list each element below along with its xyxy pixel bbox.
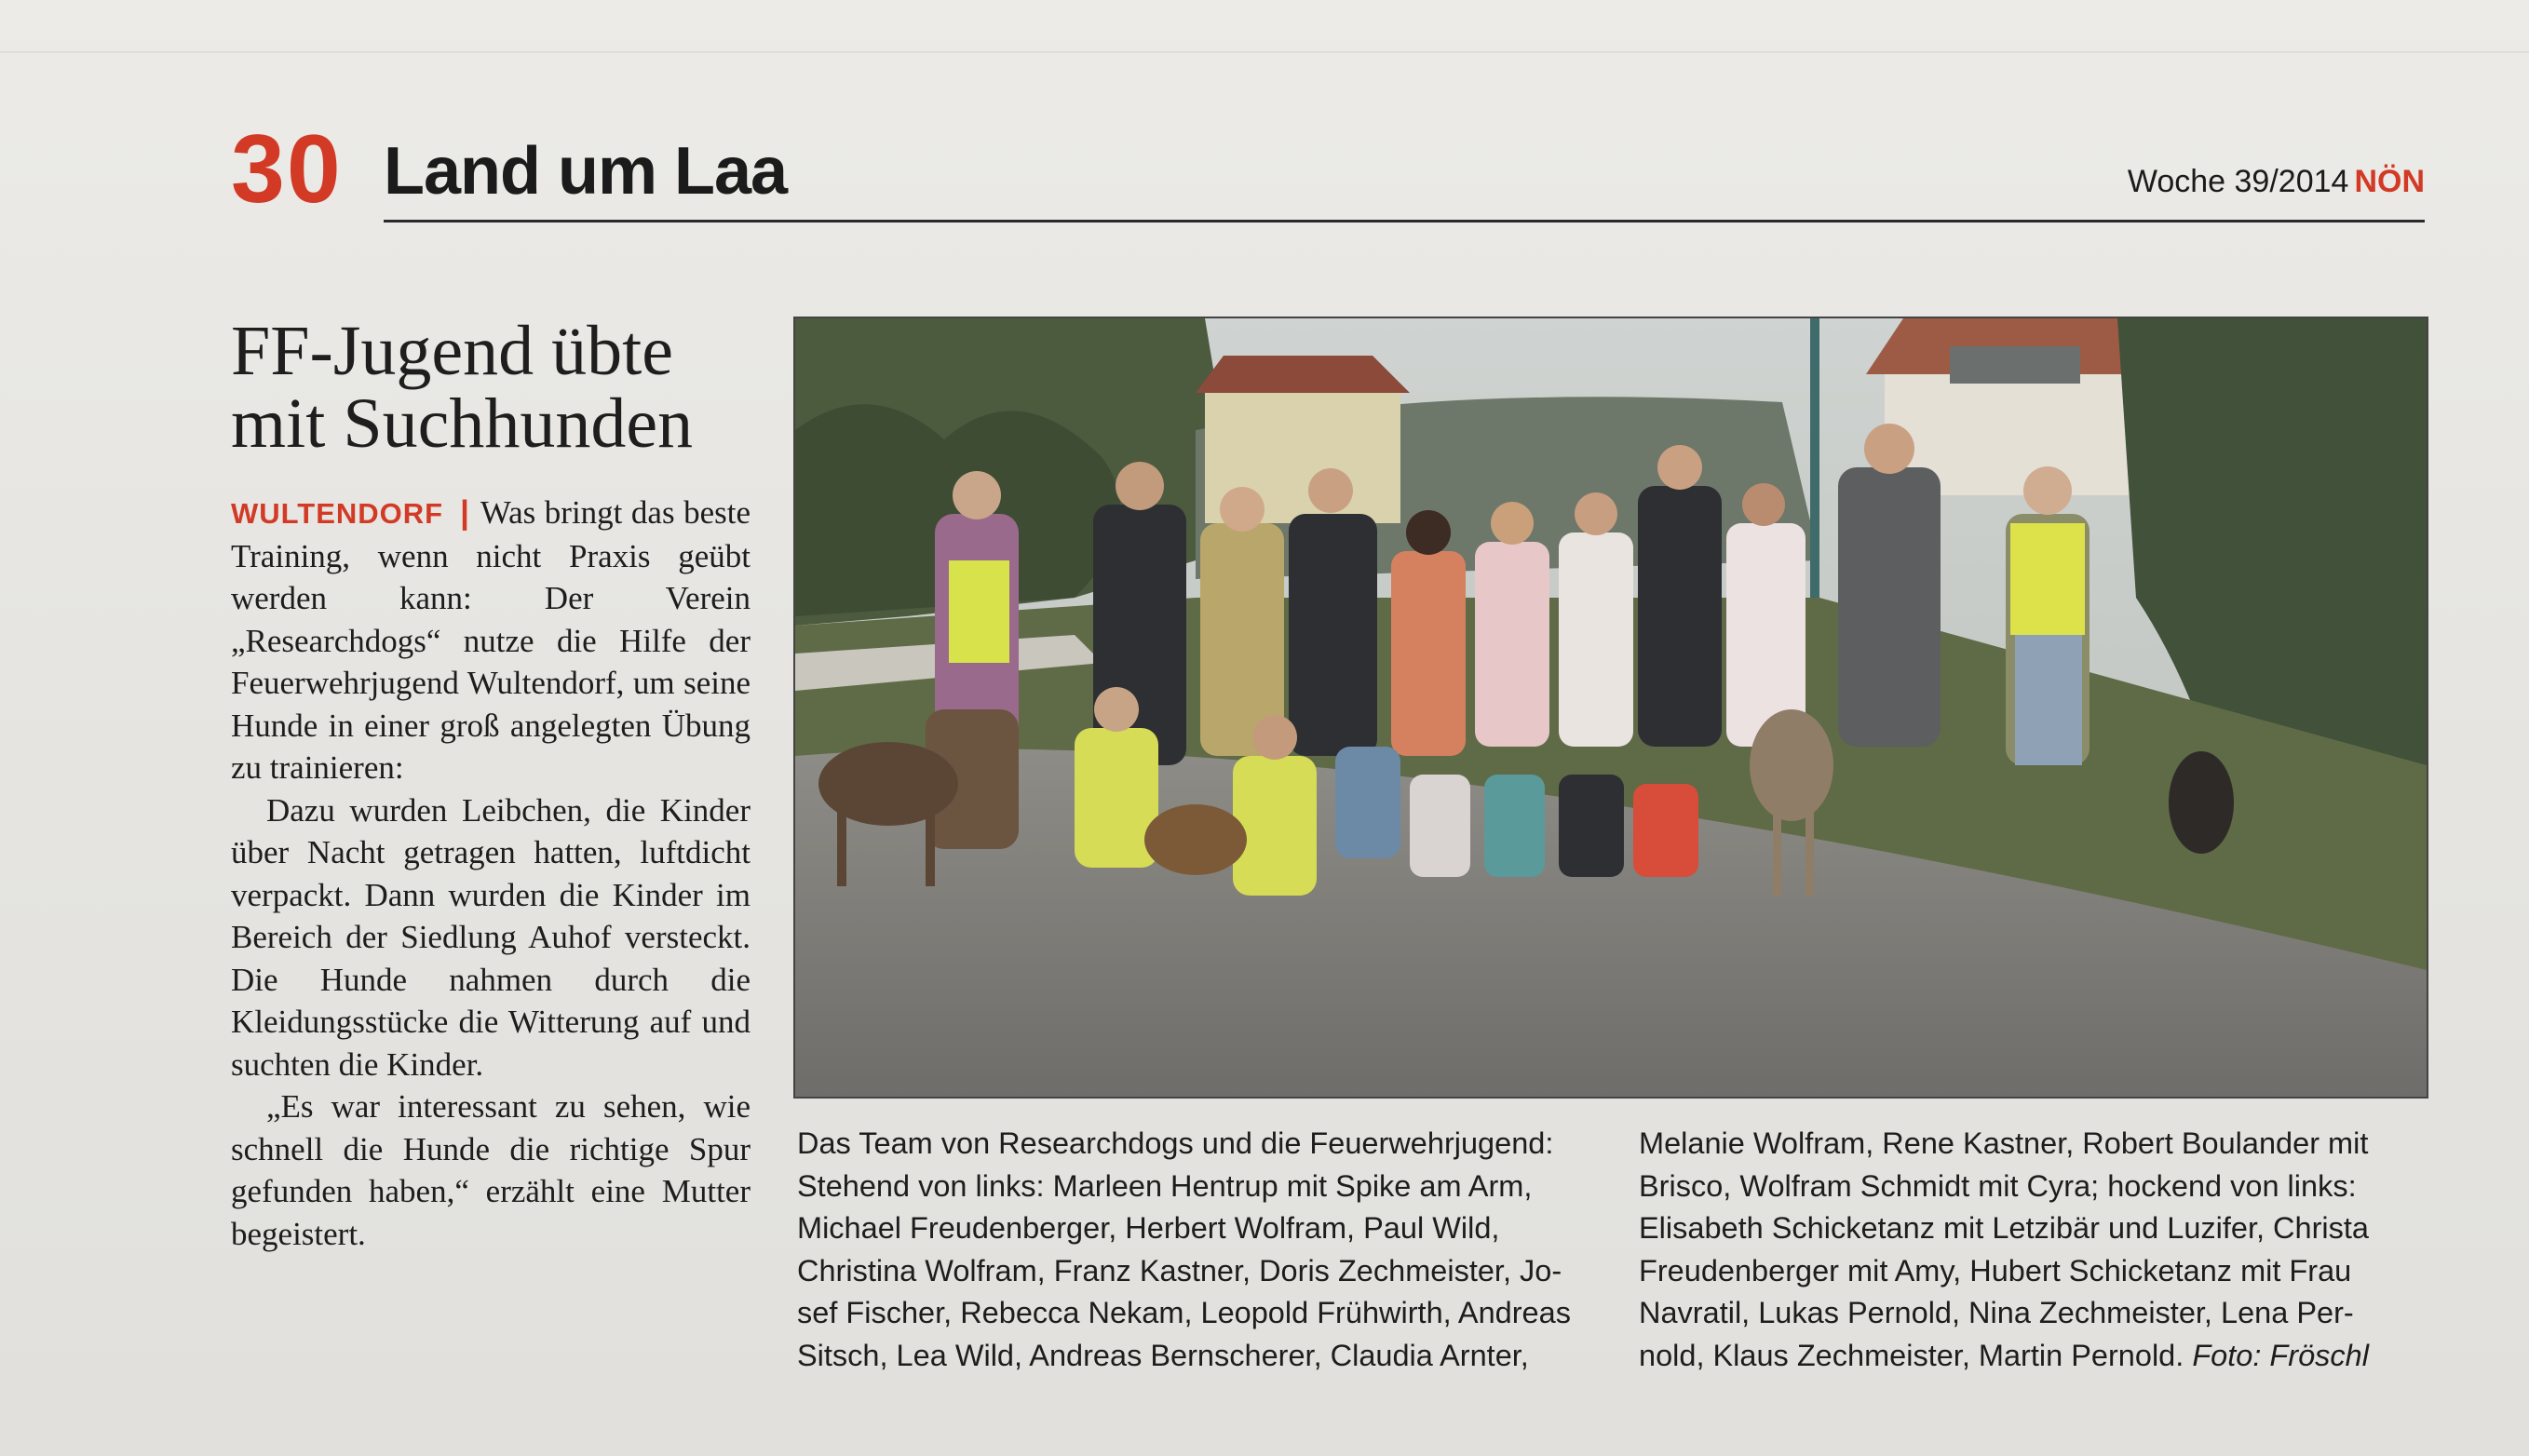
- photo-caption-right: [1639, 1123, 2440, 1377]
- section-title: Land um Laa: [384, 134, 788, 209]
- brand-logo: NÖN: [2354, 164, 2425, 199]
- group-photo: [793, 317, 2428, 1099]
- page-number: 30: [231, 115, 343, 223]
- issue-week: Woche 39/2014: [2127, 164, 2349, 199]
- article-body: [231, 492, 751, 1255]
- dateline: WULTENDORF: [231, 497, 444, 530]
- article-paragraph-1: [231, 492, 751, 789]
- article-headline: FF-Jugend übte mit Suchhunden: [231, 312, 694, 463]
- header-rule: [384, 220, 2425, 222]
- paper-fold: [0, 51, 2529, 53]
- photo-caption-left: Das Team von Researchdogs und die Feuerwehrjugend: Stehend von links: Marleen Hentrup mit Spike am Arm, Michael Freudenberger, Herbert Wolfram, Paul Wild, Christina Wolfram, Franz Kastner, Doris Zechmeister, Jo- sef Fischer, Rebecca Nekam, Leopold Frühwirth, Andreas Sitsch, Lea Wild, Andreas Bernscherer, Claudia Arnter,: [797, 1126, 1571, 1372]
- article-paragraph-2: Dazu wurden Leibchen, die Kinder über Nacht getragen hatten, luftdicht verpackt. Dann wurden die Kinder im Bereich der Siedlung Auhof versteckt. Die Hunde nahmen durch die Kleidungsstücke die Witterung auf und suchten die Kinder.: [231, 791, 751, 1083]
- issue-info: [2128, 166, 2425, 197]
- photo-credit: Foto: Fröschl: [2192, 1338, 2369, 1372]
- photo-caption-right-text: Melanie Wolfram, Rene Kastner, Robert Boulander mit Brisco, Wolfram Schmidt mit Cyra; hockend von links: Elisabeth Schicketanz mit Letzibär und Luzifer, Christa Freudenberger mit Amy, Hubert Schicketanz mit Frau Navratil, Lukas Pernold, Nina Zechmeister, Lena Per- nold, Klaus Zechmeister, Martin Pernold.: [1639, 1126, 2369, 1372]
- paragraph-1-text: Was bringt das beste Training, wenn nicht Praxis geübt werden kann: Der Verein „Researchdogs“ nutze die Hilfe der Feuerwehrjugend Wultendorf, um seine Hunde in einer groß angelegten Übung zu trainieren:: [231, 494, 751, 786]
- dateline-separator: |: [460, 494, 469, 531]
- article-paragraph-3: „Es war interessant zu sehen, wie schnell die Hunde die richtige Spur gefunden haben,“ erzählt eine Mutter begeistert.: [231, 1088, 751, 1252]
- group-photo-illustration: [795, 318, 2427, 1097]
